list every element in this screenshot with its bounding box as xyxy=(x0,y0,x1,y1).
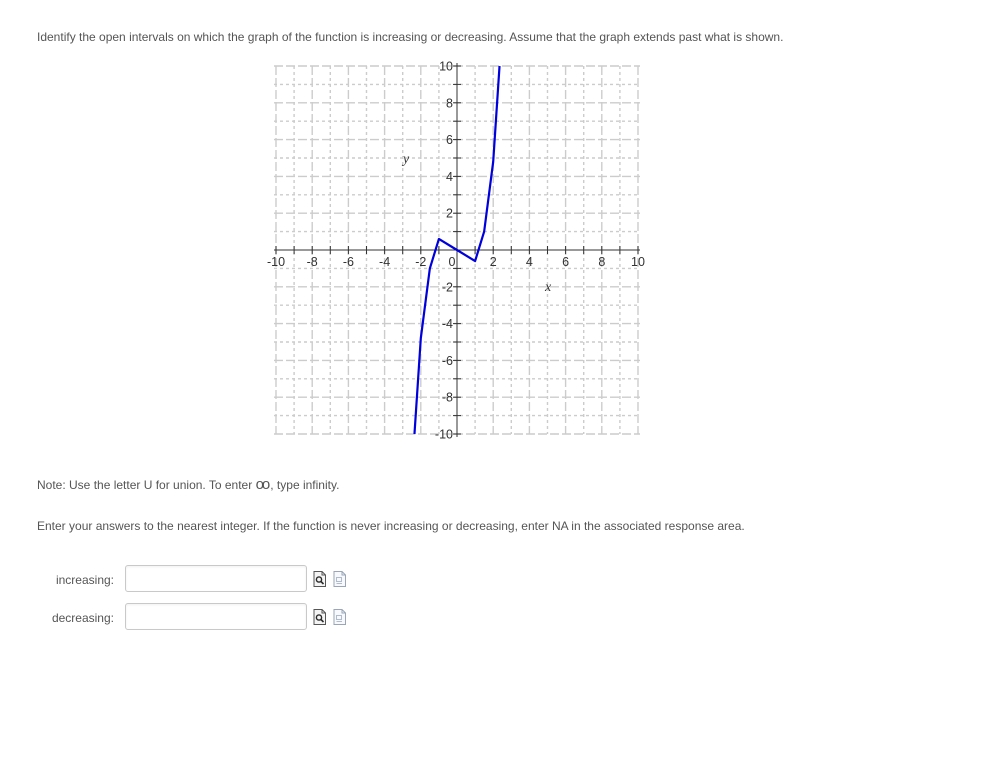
x-tick-label: 10 xyxy=(631,255,645,269)
y-tick-label: 2 xyxy=(446,206,453,221)
note-text xyxy=(37,478,339,492)
increasing-label: increasing: xyxy=(55,573,114,587)
y-tick-label: 4 xyxy=(446,169,453,184)
y-tick-label: -8 xyxy=(441,390,453,405)
x-tick-label: 2 xyxy=(489,255,497,269)
note-suffix: , type infinity. xyxy=(270,478,340,492)
note-prefix: Note: Use the letter U for union. To enter xyxy=(37,478,253,492)
y-tick-label: 6 xyxy=(446,133,453,148)
origin-label: 0 xyxy=(448,255,456,269)
y-tick-label: -4 xyxy=(441,317,453,332)
decreasing-input[interactable] xyxy=(125,603,307,630)
x-axis-label: x xyxy=(545,280,552,295)
x-tick-label: -6 xyxy=(342,255,354,269)
question-prompt: Identify the open intervals on which the graph of the function is increasing or decreasing. Assume that the graph extends past what is shown. xyxy=(37,30,784,44)
x-tick-label: -10 xyxy=(266,255,286,269)
x-tick-label: -2 xyxy=(415,255,427,269)
x-tick-label: -8 xyxy=(306,255,318,269)
y-tick-label: -2 xyxy=(441,280,453,295)
y-tick-label: -6 xyxy=(441,353,453,368)
y-axis-label: y xyxy=(403,152,410,167)
preview-icon[interactable] xyxy=(313,571,326,587)
instructions-text: Enter your answers to the nearest integer. If the function is never increasing or decreasing, enter NA in the associated response area. xyxy=(37,519,745,533)
help-icon[interactable] xyxy=(333,571,346,587)
y-tick-label: 10 xyxy=(439,59,453,74)
decreasing-label: decreasing: xyxy=(51,611,114,625)
x-tick-label: -4 xyxy=(379,255,391,269)
preview-icon[interactable] xyxy=(313,609,326,625)
y-tick-label: -10 xyxy=(434,427,453,442)
increasing-input[interactable] xyxy=(125,565,307,592)
function-graph xyxy=(262,58,652,442)
x-tick-label: 4 xyxy=(525,255,533,269)
y-tick-label: 8 xyxy=(446,96,453,111)
help-icon[interactable] xyxy=(333,609,346,625)
infinity-symbol: oo xyxy=(255,476,269,493)
x-tick-label: 8 xyxy=(598,255,606,269)
x-tick-label: 6 xyxy=(562,255,570,269)
